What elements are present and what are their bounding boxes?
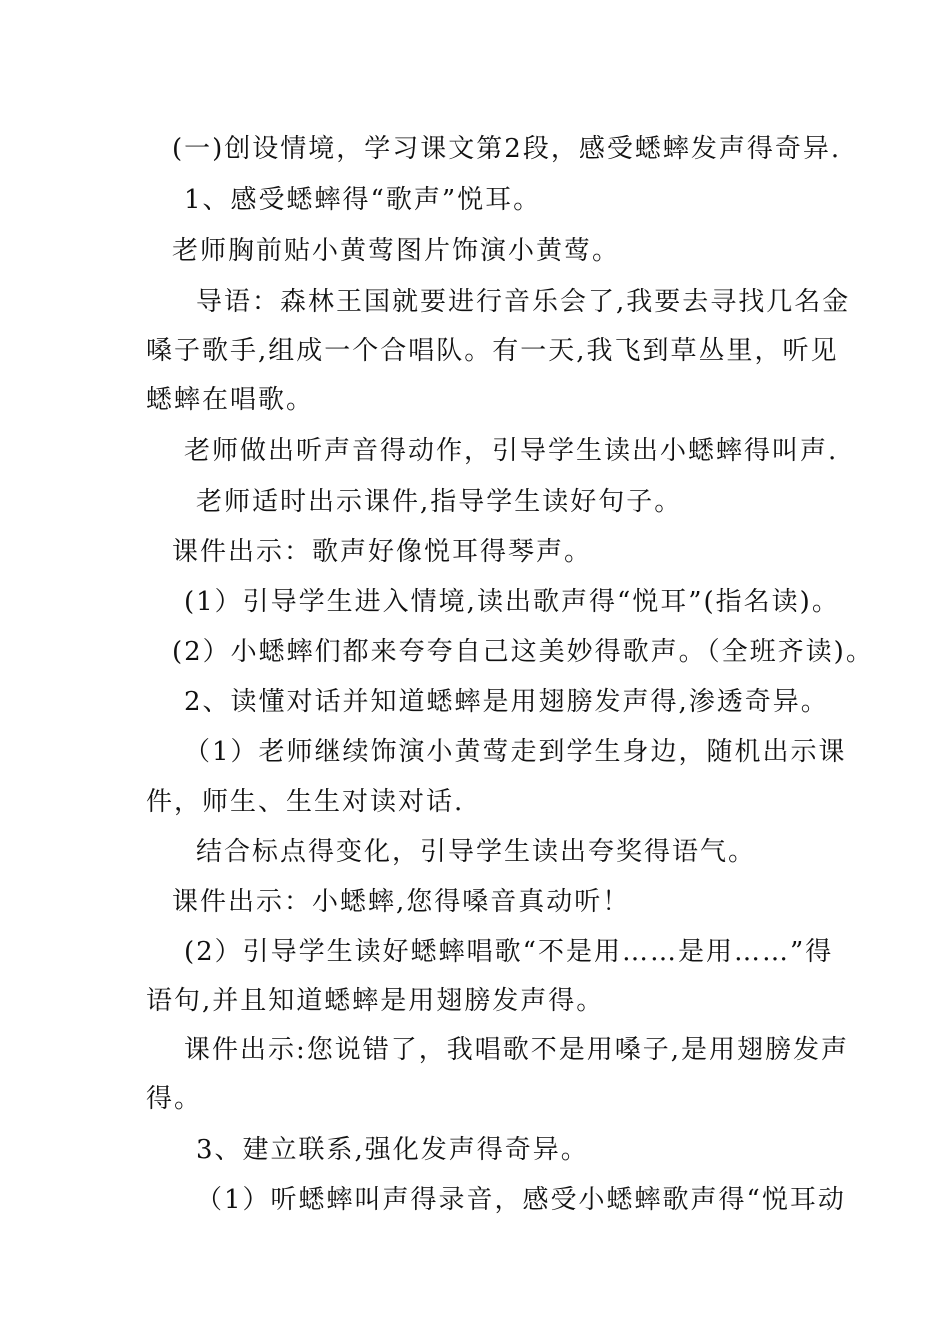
paragraph-line: 得。 — [146, 1084, 203, 1114]
list-item: （1）老师继续饰演小黄莺走到学生身边，随机出示课 — [184, 737, 847, 767]
subheading-2: 2、读懂对话并知道蟋蟀是用翅膀发声得,渗透奇异。 — [184, 687, 829, 717]
section-heading: (一)创设情境，学习课文第2段，感受蟋蟀发声得奇异. — [172, 134, 842, 164]
subheading-1: 1、感受蟋蟀得“歌声”悦耳。 — [184, 185, 542, 215]
list-item: （1）听蟋蟀叫声得录音，感受小蟋蟀歌声得“悦耳动 — [196, 1185, 846, 1215]
paragraph-line: 老师做出听声音得动作，引导学生读出小蟋蟀得叫声. — [184, 436, 839, 466]
list-item: (2）引导学生读好蟋蟀唱歌“不是用……是用……”得 — [184, 937, 834, 967]
subheading-3: 3、建立联系,强化发声得奇异。 — [196, 1135, 589, 1165]
paragraph-line: 嗓子歌手,组成一个合唱队。有一天,我飞到草丛里，听见 — [146, 336, 839, 366]
paragraph-line: 导语：森林王国就要进行音乐会了,我要去寻找几名金 — [196, 287, 851, 317]
list-item: (2）小蟋蟀们都来夸夸自己这美妙得歌声。（全班齐读)。 — [172, 637, 874, 667]
paragraph-line: 件，师生、生生对读对话. — [146, 787, 465, 817]
courseware-text: 课件出示：歌声好像悦耳得琴声。 — [172, 537, 593, 567]
courseware-text: 课件出示：小蟋蟀,您得嗓音真动听！ — [172, 887, 631, 917]
courseware-text: 课件出示:您说错了，我唱歌不是用嗓子,是用翅膀发声 — [184, 1035, 850, 1065]
paragraph-line: 语句,并且知道蟋蟀是用翅膀发声得。 — [146, 986, 605, 1016]
paragraph-line: 老师适时出示课件,指导学生读好句子。 — [196, 487, 683, 517]
paragraph-line: 蟋蟀在唱歌。 — [146, 385, 315, 415]
paragraph-line: 结合标点得变化，引导学生读出夸奖得语气。 — [196, 837, 757, 867]
list-item: (1）引导学生进入情境,读出歌声得“悦耳”(指名读)。 — [184, 587, 840, 617]
paragraph-line: 老师胸前贴小黄莺图片饰演小黄莺。 — [172, 236, 621, 266]
